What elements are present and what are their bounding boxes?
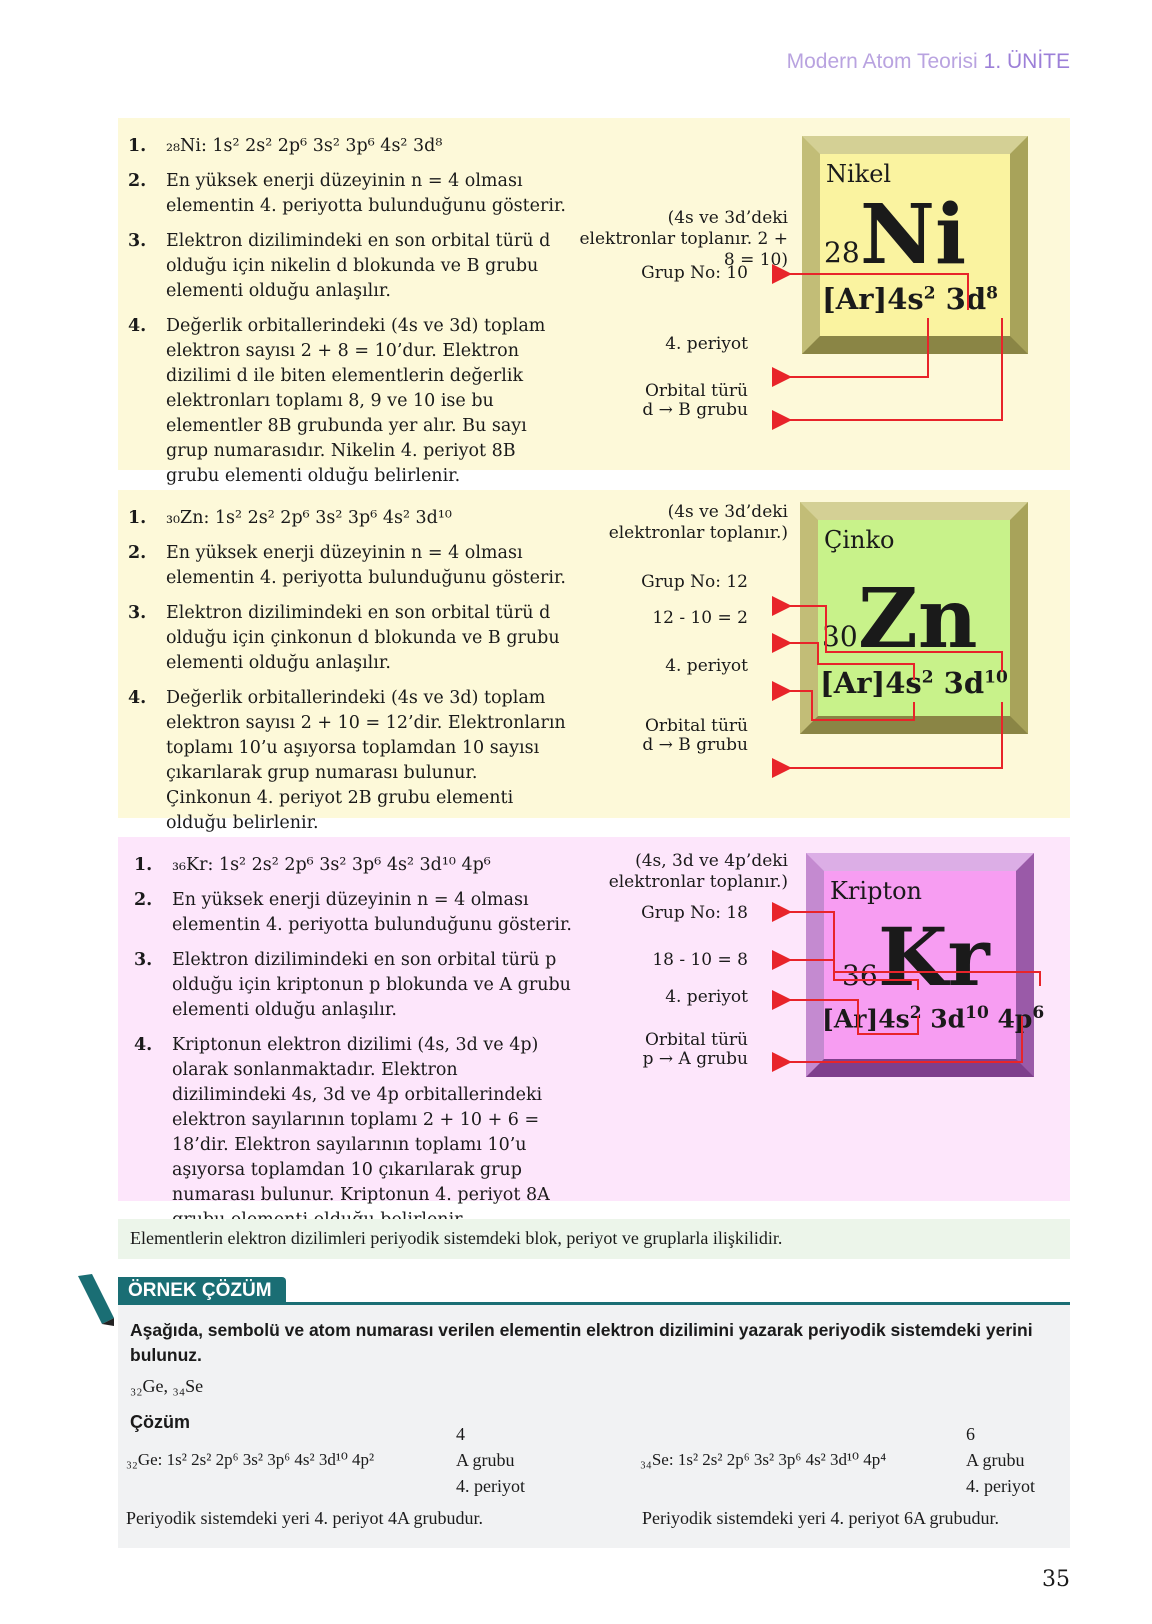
example-given: ₃₂Ge, ₃₄Se (130, 1376, 204, 1396)
list-item: 3. Elektron dizilimindeki en son orbital türü p olduğu için kriptonun p blokunda ve A grubu elementi olduğu anlaşılır. (134, 950, 571, 1020)
se-result-2: A grubu (966, 1450, 1025, 1470)
list-item: 1. ₂₈Ni: 1s² 2s² 2p⁶ 3s² 3p⁶ 4s² 3d⁸ (128, 136, 443, 156)
nickel-tile (802, 136, 1028, 354)
element-symbol: Zn (858, 571, 978, 667)
nickel-note: (4s ve 3d’deki elektronlar toplanır. 2 + 8 = 10) (579, 208, 788, 270)
krypton-calc: 18 - 10 = 8 (652, 950, 748, 970)
zinc-period: 4. periyot (665, 656, 748, 676)
header-unit: 1. ÜNİTE (983, 50, 1070, 73)
zinc-orbital-2: d → B grubu (642, 735, 748, 755)
krypton-group: Grup No: 18 (641, 903, 748, 923)
summary-box: Elementlerin elektron dizilimleri periyodik sistemdeki blok, periyot ve gruplarla ilişkilidir. (118, 1219, 1070, 1259)
ge-result-1: 4 (456, 1424, 465, 1444)
running-header (787, 50, 1070, 74)
atomic-number: 28 (824, 236, 860, 269)
element-name: Nikel (826, 160, 892, 188)
krypton-orbital-2: p → A grubu (642, 1049, 748, 1069)
zinc-calc: 12 - 10 = 2 (652, 608, 748, 628)
zinc-note: (4s ve 3d’deki elektronlar toplanır.) (608, 502, 788, 543)
zinc-panel (118, 490, 1070, 833)
krypton-orbital-1: Orbital türü (644, 1030, 748, 1050)
se-config: ₃₄Se: 1s² 2s² 2p⁶ 3s² 3p⁶ 4s² 3d¹⁰ 4p⁴ (640, 1450, 887, 1469)
nickel-steps (128, 134, 568, 499)
nickel-orbital-2: d → B grubu (642, 400, 748, 420)
header-title: Modern Atom Teorisi (786, 50, 978, 73)
list-item: 4. Kriptonun elektron dizilimi (4s, 3d ve 4p) olarak sonlanmaktadır. Elektron dizilimindeki 4s, 3d ve 4p orbitallerindeki elektron sayılarının toplamı 2 + 10 + 6 = 18’dir. Elektron sayılarının toplamı 10’u aşıyorsa toplamdan 10 çıkarılarak grup numarası bulunur. Kriptonun 4. periyot 8A (134, 1035, 550, 1205)
ge-result-3: 4. periyot (456, 1476, 525, 1496)
list-item: 3. Elektron dizilimindeki en son orbital türü d olduğu için çinkonun d blokunda ve B grubu elementi olduğu anlaşılır. (128, 603, 560, 673)
zinc-group: Grup No: 12 (641, 572, 748, 592)
element-config: $[Ar]4s^2$ $3d^8$ (822, 282, 998, 316)
example-question: Aşağıda, sembolü ve atom numarası verilen elementin elektron dizilimini yazarak periyodik sistemdeki yerini bulunuz. (130, 1320, 1033, 1365)
solution-heading: Çözüm (130, 1412, 190, 1432)
zinc-steps (128, 506, 568, 846)
krypton-panel (118, 837, 1070, 1205)
se-result: Periyodik sistemdeki yeri 4. periyot 6A grubudur. (642, 1508, 999, 1528)
krypton-tile (806, 853, 1045, 1077)
krypton-period: 4. periyot (665, 987, 748, 1007)
ge-config: ₃₂Ge: 1s² 2s² 2p⁶ 3s² 3p⁶ 4s² 3d¹⁰ 4p² (126, 1450, 375, 1469)
nickel-orbital-1: Orbital türü (644, 381, 748, 401)
zinc-orbital-1: Orbital türü (644, 716, 748, 736)
ge-result: Periyodik sistemdeki yeri 4. periyot 4A grubudur. (126, 1508, 483, 1528)
example-tag: ÖRNEK ÇÖZÜM (118, 1277, 286, 1306)
list-item: 3. Elektron dizilimindeki en son orbital türü d olduğu için nikelin d blokunda ve B grubu elementi olduğu anlaşılır. (128, 231, 551, 301)
element-name: Kripton (830, 877, 922, 905)
element-config: $[Ar]4s^2$ $3d^{10}$ (820, 666, 1008, 700)
atomic-number: 36 (842, 959, 878, 992)
atomic-number: 30 (822, 620, 858, 653)
list-item: 1. ₃₆Kr: 1s² 2s² 2p⁶ 3s² 3p⁶ 4s² 3d¹⁰ 4p⁶ (134, 855, 491, 875)
krypton-steps (134, 853, 574, 1243)
se-result-3: 4. periyot (966, 1476, 1035, 1496)
nickel-group: Grup No: 10 (641, 263, 748, 283)
nickel-period: 4. periyot (665, 334, 748, 354)
element-config: $[Ar]4s^2$ $3d^{10}$ $4p^6$ (822, 1003, 1045, 1034)
list-item: 2. En yüksek enerji düzeyinin n = 4 olması elementin 4. periyotta bulunduğunu gösterir. (134, 890, 572, 935)
list-item: 1. ₃₀Zn: 1s² 2s² 2p⁶ 3s² 3p⁶ 4s² 3d¹⁰ (128, 508, 452, 528)
list-item: 2. En yüksek enerji düzeyinin n = 4 olması elementin 4. periyotta bulunduğunu gösterir. (128, 543, 566, 588)
page-number: 35 (1042, 1567, 1070, 1592)
list-item: 4. Değerlik orbitallerindeki (4s ve 3d) toplam elektron sayısı 2 + 8 = 10’dur. Elektron dizilimi d ile biten elementlerin değerlik elektronları toplamı 8, 9 ve 10 ise bu elementler 8B grubunda yer alır. Bu sayı grup numarasıdır. Nikelin 4. periyot 8B grubu elementi olduğu belirlenir. (128, 316, 546, 486)
pencil-icon (74, 1272, 118, 1328)
element-symbol: Ni (860, 187, 967, 283)
element-symbol: Kr (878, 910, 990, 1004)
list-item: 4. Değerlik orbitallerindeki (4s ve 3d) toplam elektron sayısı 2 + 10 = 12’dir. Elektronların toplamı 10’u aşıyorsa toplamdan 10 sayısı çıkarılarak grup numarası bulunur. Çinkonun 4. periyot 2B grubu elementi olduğu belirlenir. (128, 688, 566, 833)
list-item: 2. En yüksek enerji düzeyinin n = 4 olması elementin 4. periyotta bulunduğunu gösterir. (128, 171, 566, 216)
ge-result-2: A grubu (456, 1450, 515, 1470)
se-result-1: 6 (966, 1424, 975, 1444)
nickel-panel (118, 118, 1070, 486)
zinc-tile (800, 502, 1028, 734)
element-name: Çinko (824, 526, 895, 554)
krypton-note: (4s, 3d ve 4p’deki elektronlar toplanır.) (608, 851, 788, 892)
